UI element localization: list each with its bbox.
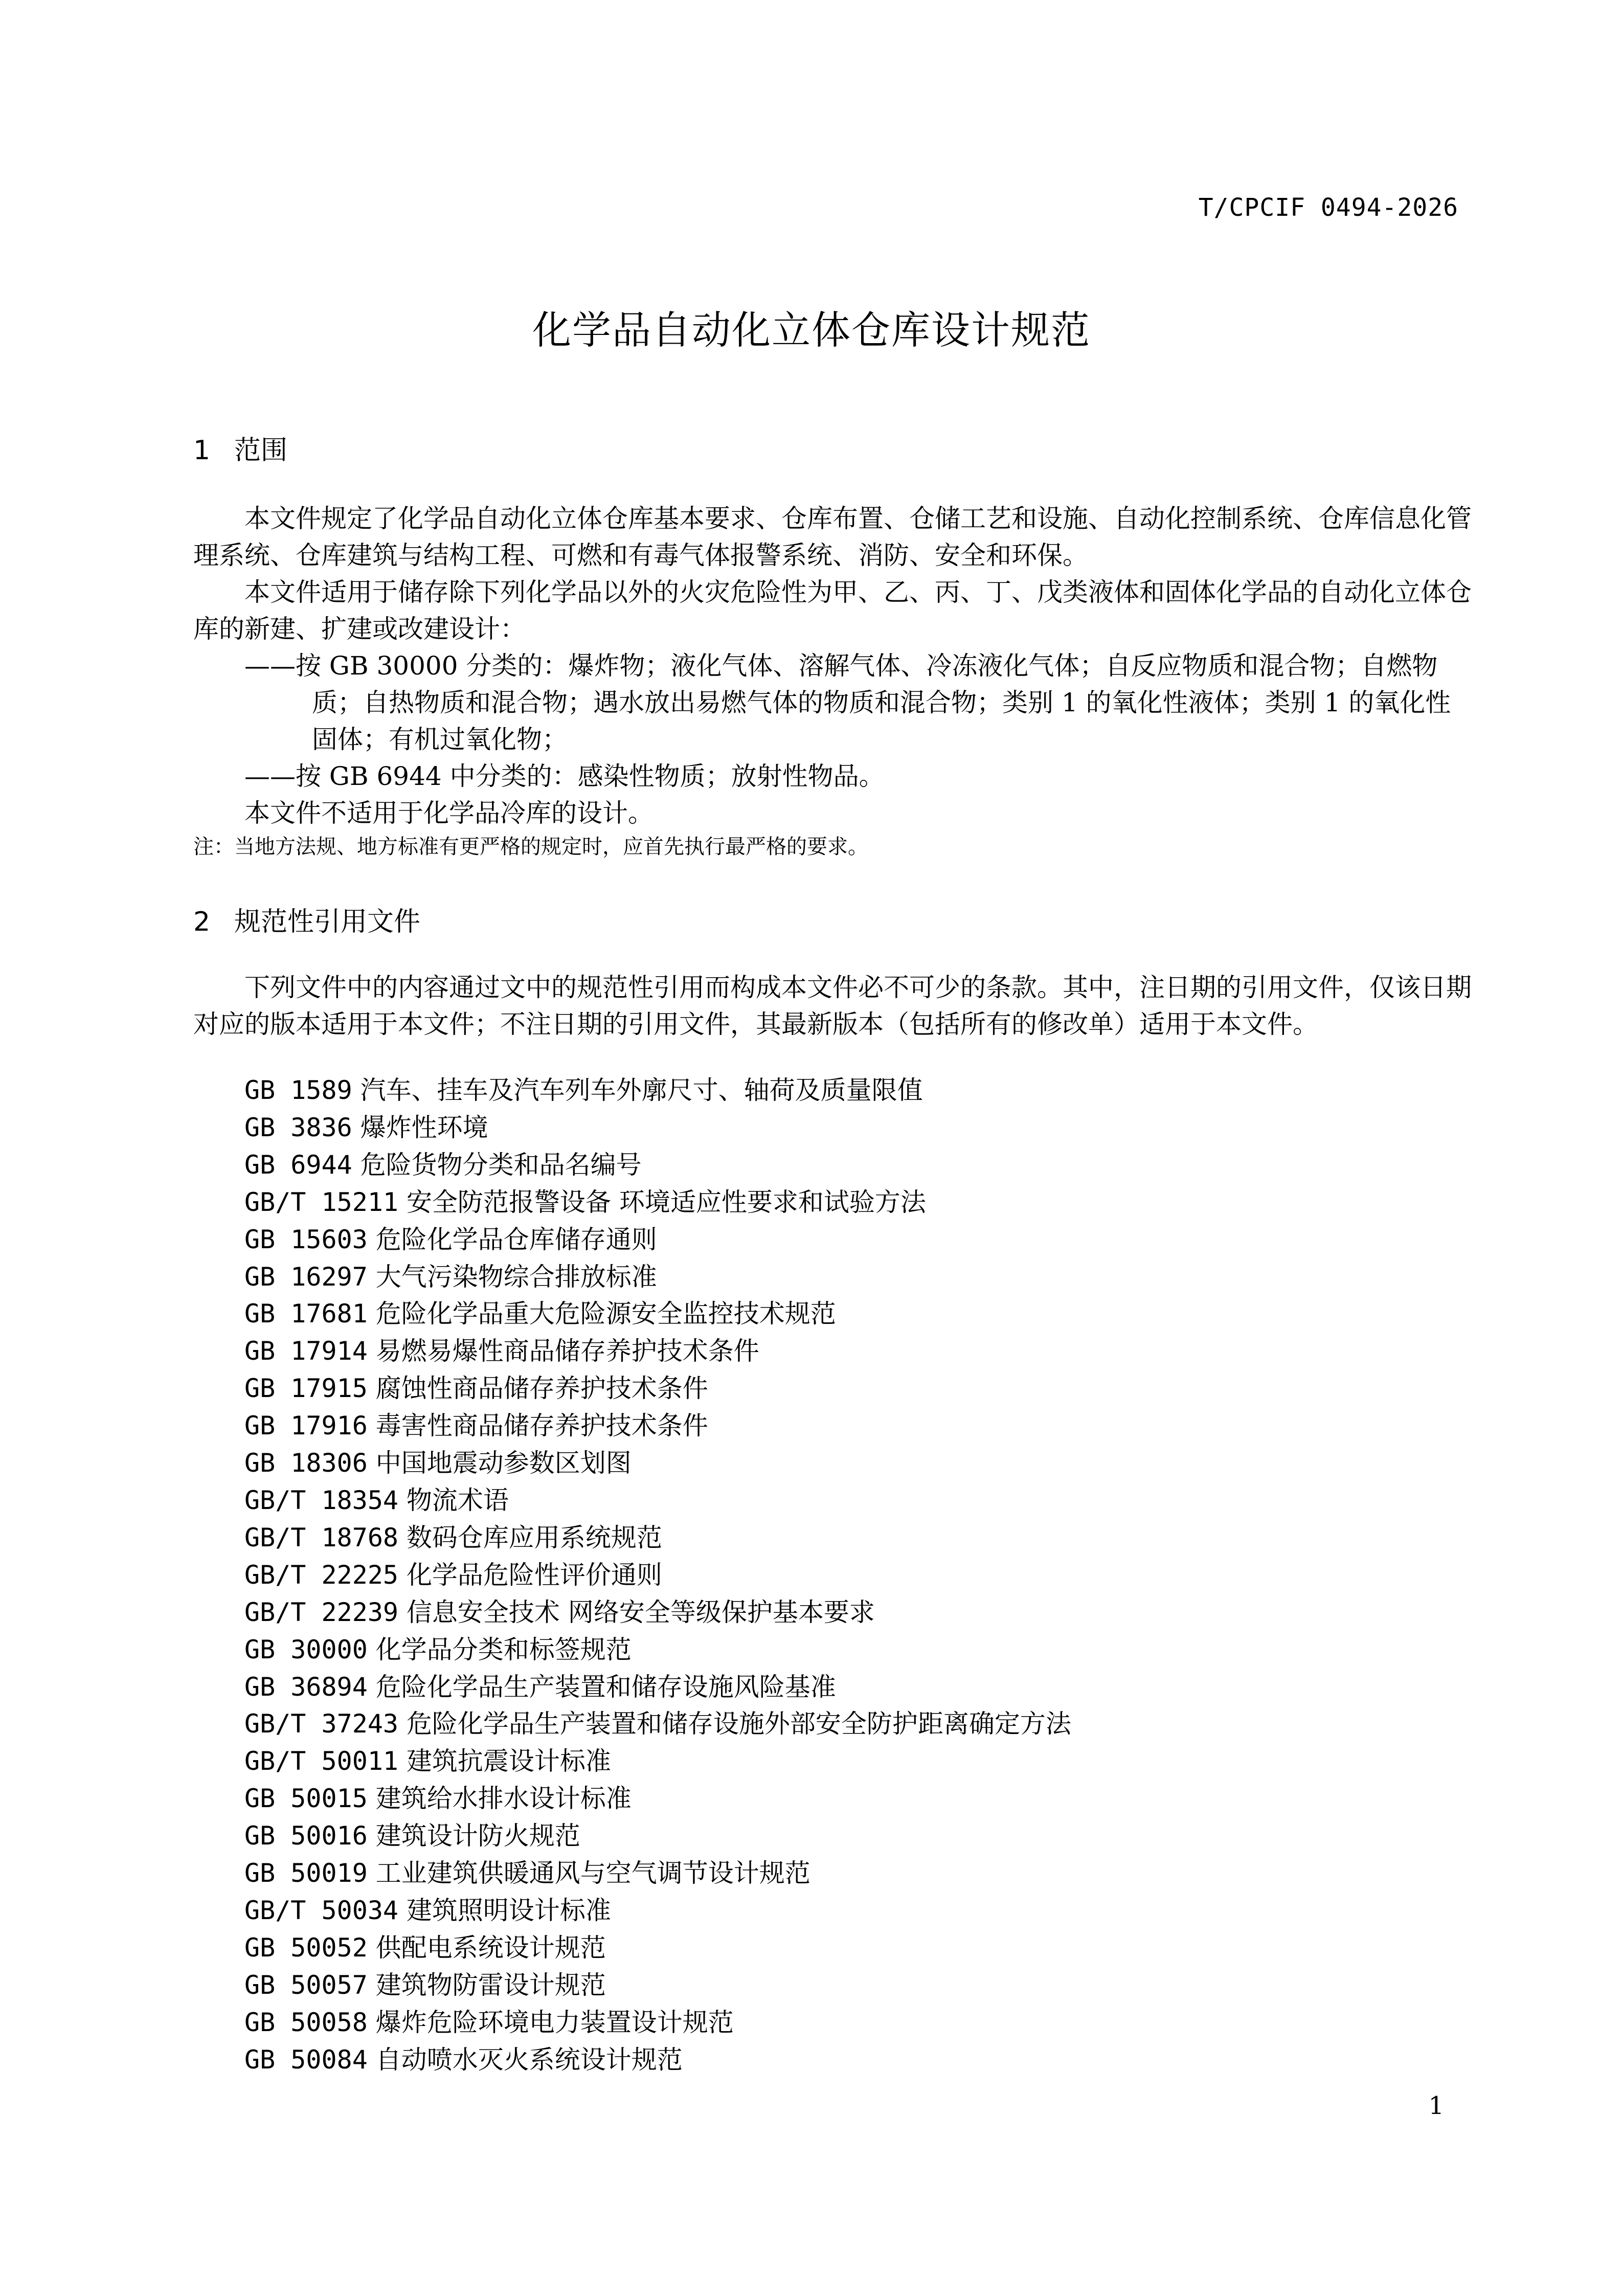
section-1-heading [193,429,287,467]
reference-item [244,1855,1071,1892]
reference-item [244,1557,1071,1594]
reference-item [244,1631,1071,1669]
note-label: 注： [193,835,234,859]
reference-title: 汽车、挂车及汽车列车外廓尺寸、轴荷及质量限值 [360,1075,923,1105]
reference-title: 建筑设计防火规范 [375,1821,580,1851]
reference-title: 工业建筑供暖通风与空气调节设计规范 [375,1858,810,1888]
reference-code: GB 50019 [244,1858,368,1888]
reference-code: GB 16297 [244,1262,368,1292]
reference-code: GB 50084 [244,2044,368,2075]
reference-title: 危险化学品生产装置和储存设施外部安全防护距离确定方法 [406,1709,1071,1739]
reference-title: 建筑抗震设计标准 [406,1746,611,1776]
reference-item [244,1929,1071,1967]
reference-title: 建筑给水排水设计标准 [375,1784,632,1814]
reference-item [244,1072,1071,1109]
reference-code: GB 15603 [244,1224,368,1254]
section-1-body [193,500,1472,862]
reference-code: GB/T 22225 [244,1560,399,1590]
reference-title: 数码仓库应用系统规范 [406,1522,662,1552]
reference-title: 爆炸性环境 [360,1112,488,1142]
reference-title: 腐蚀性商品储存养护技术条件 [375,1374,708,1404]
reference-item [244,1743,1071,1780]
reference-title: 自动喷水灭火系统设计规范 [375,2044,683,2075]
note-text: 当地方法规、地方标准有更严格的规定时，应首先执行最严格的要求。 [234,835,868,859]
reference-item [244,1370,1071,1407]
reference-code: GB/T 22239 [244,1597,399,1627]
reference-title: 中国地震动参数区划图 [375,1448,632,1478]
reference-item [244,1333,1071,1370]
scope-paragraph-1: 本文件规定了化学品自动化立体仓库基本要求、仓库布置、仓储工艺和设施、自动化控制系统、仓库信息化管理系统、仓库建筑与结构工程、可燃和有毒气体报警系统、消防、安全和环保。 [193,504,1472,570]
exclusion-item-2: ——按 GB 6944 中分类的：感染性物质；放射性物品。 [244,761,885,791]
reference-item [244,2041,1071,2079]
reference-code: GB 6944 [244,1150,352,1180]
reference-code: GB/T 50011 [244,1746,399,1776]
reference-code: GB 50052 [244,1932,368,1963]
reference-item [244,1669,1071,1706]
section-1-title: 范围 [234,435,288,466]
reference-code: GB 50057 [244,1970,368,2000]
reference-item [244,1519,1071,1557]
exclusion-item-1: ——按 GB 30000 分类的：爆炸物；液化气体、溶解气体、冷冻液化气体；自反应物质和混合物；自燃物质；自热物质和混合物；遇水放出易燃气体的物质和混合物；类别 1 的氧化性液体；类别 1 的氧化性固体；有机过氧化物； [244,651,1451,754]
section-2-heading [193,900,420,938]
scope-note [193,831,1472,862]
reference-item [244,1407,1071,1445]
reference-code: GB 18306 [244,1448,368,1478]
reference-title: 供配电系统设计规范 [375,1932,606,1963]
reference-title: 建筑物防雷设计规范 [375,1970,606,2000]
section-1-number: 1 [193,435,211,466]
reference-code: GB 17916 [244,1411,368,1441]
reference-item [244,1892,1071,1929]
reference-item [244,1817,1071,1855]
reference-code: GB 50016 [244,1821,368,1851]
reference-title: 化学品分类和标签规范 [375,1634,632,1664]
reference-title: 危险化学品仓库储存通则 [375,1224,657,1254]
reference-code: GB 17915 [244,1374,368,1404]
reference-title: 物流术语 [406,1485,509,1515]
reference-code: GB 50058 [244,2007,368,2037]
scope-paragraph-3: 本文件不适用于化学品冷库的设计。 [244,798,653,828]
reference-code: GB/T 50034 [244,1895,399,1925]
standard-code: T/CPCIF 0494-2026 [1198,193,1458,222]
section-2-title: 规范性引用文件 [234,907,421,937]
reference-title: 大气污染物综合排放标准 [375,1262,657,1292]
page-number: 1 [1428,2091,1444,2120]
section-2-number: 2 [193,907,211,937]
reference-item [244,1967,1071,2004]
reference-code: GB 17914 [244,1336,368,1366]
reference-code: GB 3836 [244,1112,352,1142]
references-intro-paragraph: 下列文件中的内容通过文中的规范性引用而构成本文件必不可少的条款。其中，注日期的引用文件，仅该日期对应的版本适用于本文件；不注日期的引用文件，其最新版本（包括所有的修改单）适用于本文件。 [193,973,1472,1039]
reference-code: GB 50015 [244,1784,368,1814]
reference-title: 毒害性商品储存养护技术条件 [375,1411,708,1441]
reference-title: 建筑照明设计标准 [406,1895,611,1925]
reference-title: 危险化学品重大危险源安全监控技术规范 [375,1299,836,1329]
reference-item [244,1109,1071,1146]
reference-item [244,1295,1071,1333]
reference-item [244,1221,1071,1258]
reference-title: 易燃易爆性商品储存养护技术条件 [375,1336,759,1366]
reference-code: GB/T 18768 [244,1522,399,1552]
reference-item [244,1258,1071,1296]
reference-code: GB 30000 [244,1634,368,1664]
reference-item [244,1705,1071,1743]
document-title: 化学品自动化立体仓库设计规范 [532,307,1091,353]
reference-title: 信息安全技术 网络安全等级保护基本要求 [406,1597,875,1627]
reference-code: GB/T 18354 [244,1485,399,1515]
section-2-intro [193,969,1472,1043]
scope-paragraph-2: 本文件适用于储存除下列化学品以外的火灾危险性为甲、乙、丙、丁、戊类液体和固体化学品的自动化立体仓库的新建、扩建或改建设计： [193,577,1472,644]
reference-item [244,1780,1071,1817]
reference-title: 危险化学品生产装置和储存设施风险基准 [375,1672,836,1702]
reference-code: GB 36894 [244,1672,368,1702]
reference-title: 爆炸危险环境电力装置设计规范 [375,2007,734,2037]
reference-title: 化学品危险性评价通则 [406,1560,662,1590]
reference-code: GB/T 15211 [244,1187,399,1217]
reference-item [244,1445,1071,1482]
reference-code: GB 1589 [244,1075,352,1105]
reference-item [244,1146,1071,1184]
reference-item [244,2004,1071,2041]
reference-code: GB 17681 [244,1299,368,1329]
reference-item [244,1594,1071,1631]
reference-item [244,1184,1071,1221]
reference-title: 危险货物分类和品名编号 [360,1150,642,1180]
reference-item [244,1482,1071,1519]
normative-references-list [244,1072,1071,2078]
reference-title: 安全防范报警设备 环境适应性要求和试验方法 [406,1187,926,1217]
reference-code: GB/T 37243 [244,1709,399,1739]
